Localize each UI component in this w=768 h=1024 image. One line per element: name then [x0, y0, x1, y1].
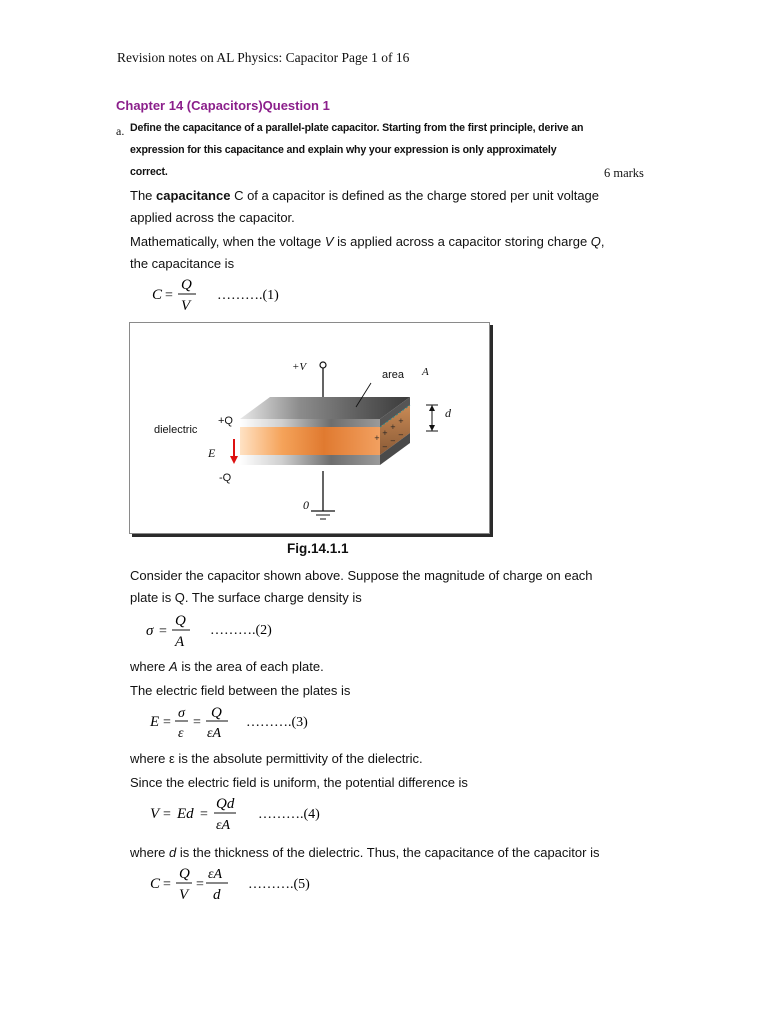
svg-text:=: = — [159, 624, 167, 639]
svg-text:−: − — [390, 437, 396, 445]
marks-label: 6 marks — [604, 166, 644, 180]
svg-text:Q: Q — [179, 866, 190, 882]
label-plus-q: +Q — [218, 415, 233, 427]
equation-3 — [148, 702, 348, 744]
equation-4 — [148, 794, 348, 836]
paragraph-line: The capacitance C of a capacitor is defined as the charge stored per unit voltage — [130, 188, 600, 203]
svg-text:=: = — [163, 807, 171, 822]
svg-text:V: V — [181, 298, 191, 314]
svg-text:Qd: Qd — [216, 796, 235, 812]
svg-text:−: − — [382, 443, 388, 451]
svg-text:εA: εA — [208, 867, 223, 882]
paragraph-line: The electric field between the plates is — [130, 683, 351, 698]
label-dielectric: dielectric — [154, 424, 198, 436]
svg-text:V: V — [179, 887, 189, 903]
svg-text:εA: εA — [207, 726, 222, 741]
paragraph-line: where ε is the absolute permittivity of the dielectric. — [130, 751, 423, 766]
svg-text:C: C — [152, 287, 163, 303]
svg-text:A: A — [175, 634, 185, 650]
svg-text:=: = — [200, 807, 208, 822]
equation-2 — [144, 610, 294, 652]
svg-text:+: + — [382, 429, 388, 437]
svg-text:=: = — [196, 877, 204, 892]
svg-text:σ: σ — [146, 623, 154, 639]
question-line-2: expression for this capacitance and explain why your expression is only approximately — [130, 144, 557, 156]
dielectric-slab — [240, 427, 380, 455]
equation-5 — [148, 864, 348, 906]
svg-text:+: + — [398, 417, 404, 425]
svg-text:=: = — [165, 288, 173, 303]
bottom-plate — [240, 455, 380, 465]
capacitor-figure — [129, 322, 490, 534]
svg-text:E: E — [150, 714, 160, 730]
paragraph-line: applied across the capacitor. — [130, 210, 295, 225]
svg-text:……….(3): ……….(3) — [246, 715, 308, 730]
svg-text:+: + — [390, 423, 396, 431]
svg-text:d: d — [213, 887, 221, 903]
svg-text:Q: Q — [175, 613, 186, 629]
label-area-symbol: A — [422, 366, 429, 378]
svg-text:Ed: Ed — [177, 806, 194, 822]
paragraph-line: the capacitance is — [130, 256, 235, 271]
svg-text:εA: εA — [216, 818, 231, 833]
label-minus-q: -Q — [219, 472, 232, 484]
label-plus-v: +V — [292, 361, 307, 373]
paragraph-line: Since the electric field is uniform, the potential difference is — [130, 775, 468, 790]
label-zero: 0 — [303, 498, 309, 512]
svg-text:ε: ε — [178, 726, 184, 741]
svg-text:V: V — [150, 806, 160, 822]
svg-text:……….(1): ……….(1) — [217, 288, 279, 303]
svg-text:=: = — [193, 715, 201, 730]
capacitor-diagram — [130, 323, 489, 533]
question-letter: a. — [116, 124, 125, 138]
paragraph-line: where d is the thickness of the dielectric. Thus, the capacitance of the capacitor is — [130, 845, 600, 860]
svg-text:C: C — [150, 876, 161, 892]
paragraph-line: Consider the capacitor shown above. Suppose the magnitude of charge on each — [130, 568, 593, 583]
question-line-3: correct. — [130, 166, 168, 178]
svg-text:σ: σ — [178, 706, 185, 721]
label-e: E — [208, 446, 216, 460]
svg-text:−: − — [398, 431, 404, 439]
paragraph-line: where A is the area of each plate. — [130, 659, 324, 674]
paragraph-line: plate is Q. The surface charge density is — [130, 590, 362, 605]
top-terminal — [320, 362, 326, 368]
equation-1 — [150, 274, 300, 316]
label-area: area — [382, 369, 405, 381]
svg-text:=: = — [163, 877, 171, 892]
svg-text:=: = — [163, 715, 171, 730]
svg-text:……….(4): ……….(4) — [258, 807, 320, 822]
svg-text:Q: Q — [211, 705, 222, 721]
question-line-1: Define the capacitance of a parallel-plate capacitor. Starting from the first principle, derive an — [130, 122, 584, 134]
svg-text:……….(2): ……….(2) — [210, 623, 272, 638]
page-header: Revision notes on AL Physics: Capacitor Page 1 of 16 — [117, 50, 410, 65]
label-d: d — [445, 406, 451, 420]
svg-text:Q: Q — [181, 277, 192, 293]
svg-text:……….(5): ……….(5) — [248, 877, 310, 892]
chapter-title: Chapter 14 (Capacitors)Question 1 — [116, 98, 330, 113]
figure-caption: Fig.14.1.1 — [287, 541, 349, 556]
svg-text:+: + — [374, 434, 380, 442]
paragraph-line: Mathematically, when the voltage V is applied across a capacitor storing charge Q, — [130, 234, 605, 249]
